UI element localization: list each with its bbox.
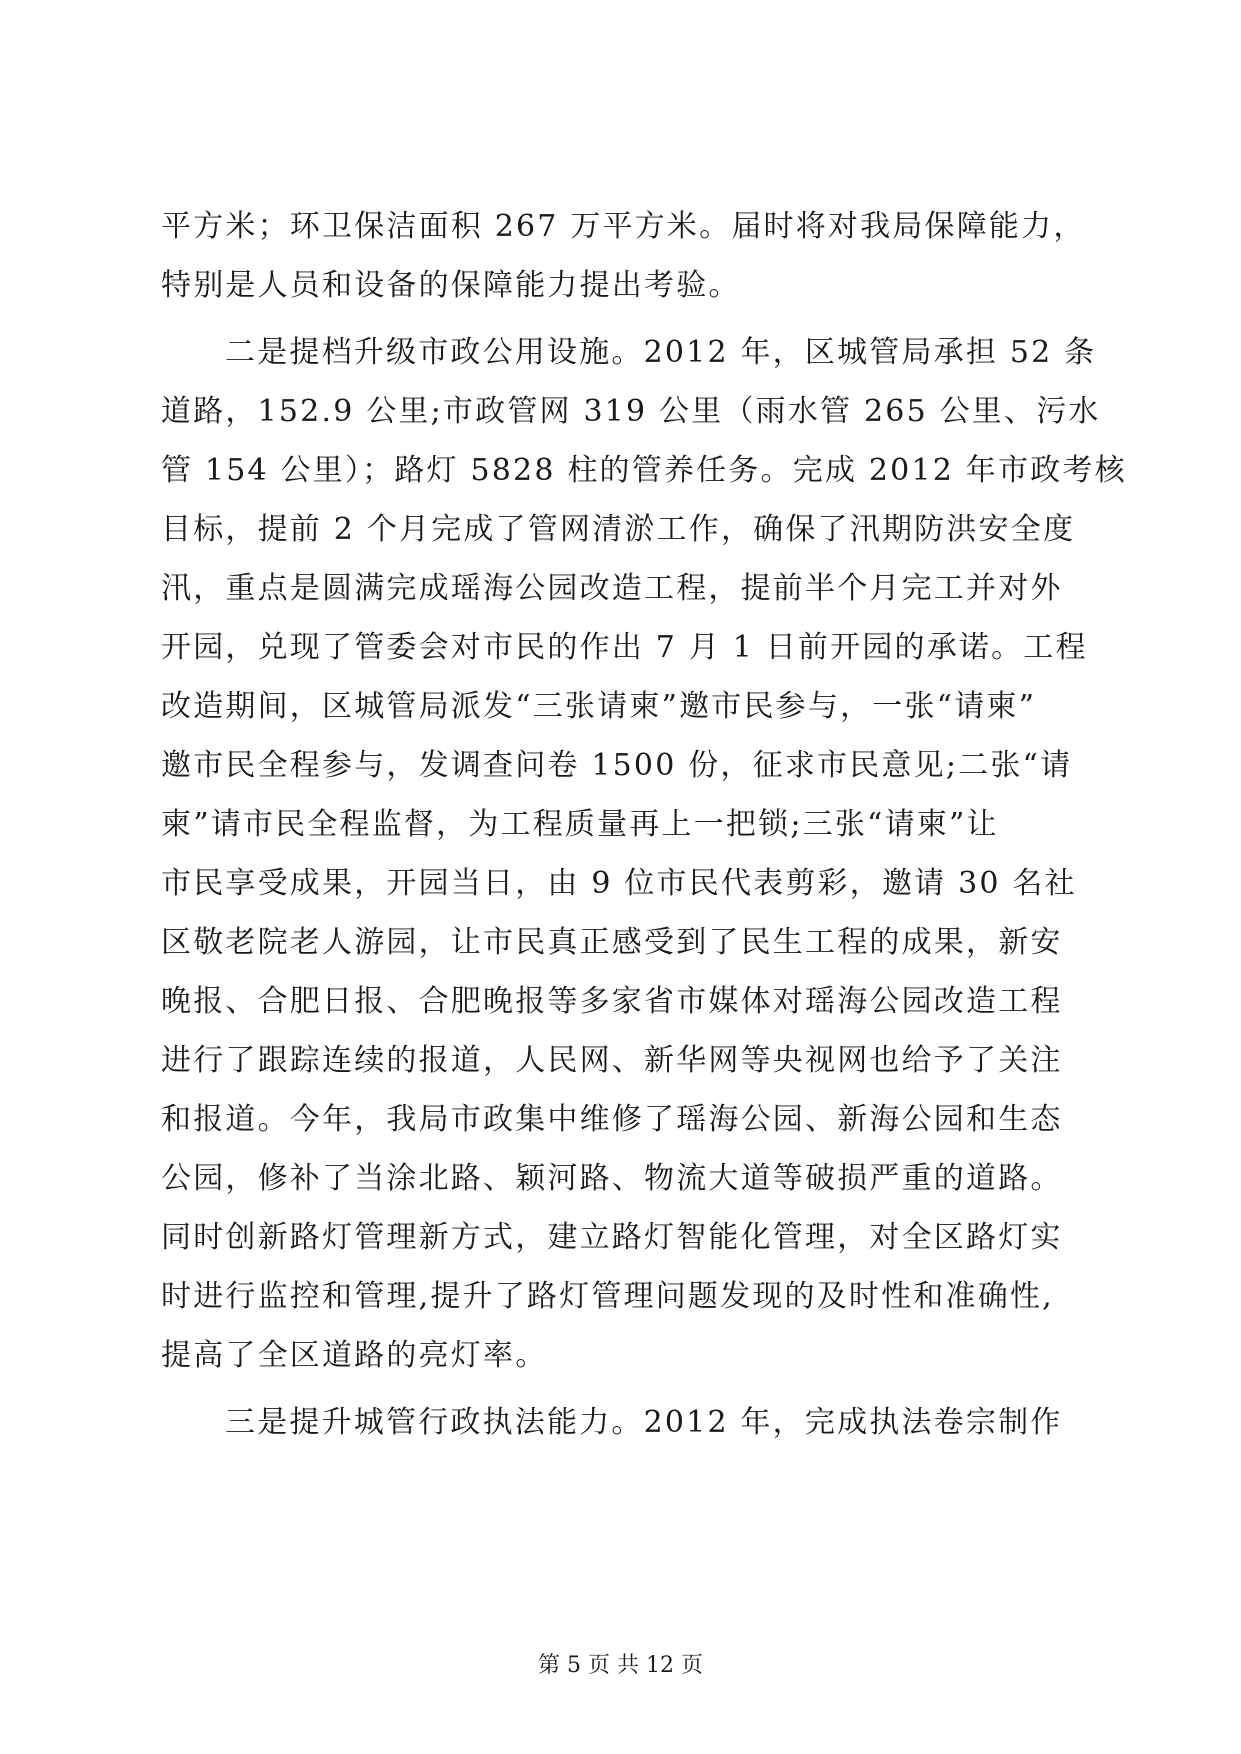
text-line: 开园，兑现了管委会对市民的作出 7 月 1 日前开园的承诺。工程 [161, 630, 1088, 665]
text-line: 道路，152.9 公里;市政管网 319 公里（雨水管 265 公里、污水 [161, 394, 1101, 429]
text-line: 时进行监控和管理,提升了路灯管理问题发现的及时性和准确性, [161, 1279, 1054, 1314]
text-line: 市民享受成果，开园当日，由 9 位市民代表剪彩，邀请 30 名社 [161, 866, 1077, 901]
text-line: 公园，修补了当涂北路、颖河路、物流大道等破损严重的道路。 [161, 1161, 1063, 1196]
text-line: 邀市民全程参与，发调查问卷 1500 份，征求市民意见;二张“请 [161, 748, 1073, 783]
text-line: 特别是人员和设备的保障能力提出考验。 [161, 268, 741, 303]
text-line: 柬”请市民全程监督，为工程质量再上一把锁;三张“请柬”让 [161, 807, 999, 842]
text-line: 晚报、合肥日报、合肥晚报等多家省市媒体对瑶海公园改造工程 [161, 984, 1063, 1019]
text-line: 区敬老院老人游园，让市民真正感受到了民生工程的成果，新安 [161, 925, 1063, 960]
text-line: 同时创新路灯管理新方式，建立路灯智能化管理，对全区路灯实 [161, 1220, 1063, 1255]
text-line: 和报道。今年，我局市政集中维修了瑶海公园、新海公园和生态 [161, 1102, 1063, 1137]
body-text [161, 197, 1127, 1452]
text-line: 进行了跟踪连续的报道，人民网、新华网等央视网也给予了关注 [161, 1043, 1063, 1078]
text-line: 汛，重点是圆满完成瑶海公园改造工程，提前半个月完工并对外 [161, 571, 1063, 606]
text-line: 改造期间，区城管局派发“三张请柬”邀市民参与，一张“请柬” [161, 689, 1037, 724]
text-line: 管 154 公里）；路灯 5828 柱的管养任务。完成 2012 年市政考核 [161, 453, 1127, 488]
page-number-footer: 第 5 页 共 12 页 [538, 1653, 703, 1678]
text-line: 目标，提前 2 个月完成了管网清淤工作，确保了汛期防洪安全度 [161, 512, 1076, 547]
paragraph-start-line: 二是提档升级市政公用设施。2012 年，区城管局承担 52 条 [225, 335, 1097, 370]
paragraph-start-line: 三是提升城管行政执法能力。2012 年，完成执法卷宗制作 [225, 1405, 1063, 1440]
text-line: 平方米；环卫保洁面积 267 万平方米。届时将对我局保障能力， [161, 209, 1086, 244]
text-line: 提高了全区道路的亮灯率。 [161, 1338, 548, 1373]
